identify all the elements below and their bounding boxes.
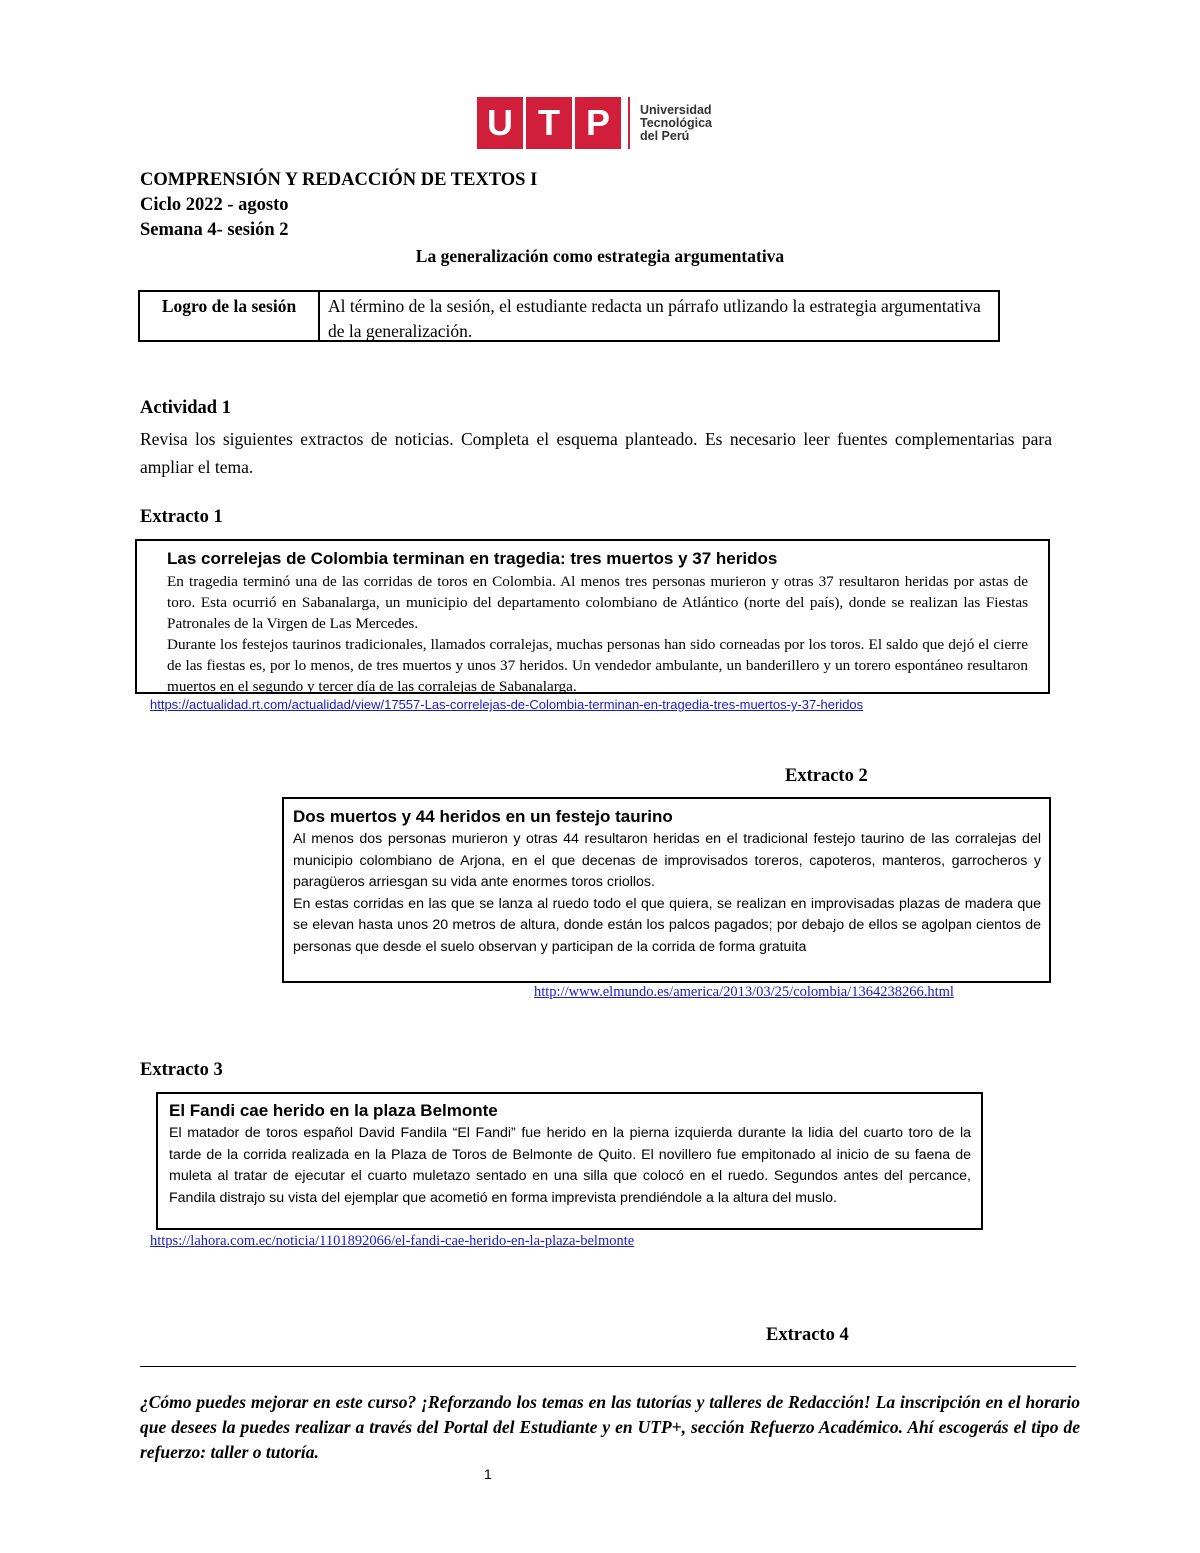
- extract-3-title: El Fandi cae herido en la plaza Belmonte: [169, 1101, 498, 1120]
- logro-label: Logro de la sesión: [140, 292, 320, 340]
- extract-3-label: Extracto 3: [140, 1060, 223, 1080]
- extract-1-box: [135, 539, 1050, 694]
- footer-divider: [140, 1366, 1076, 1367]
- activity-label: Actividad 1: [140, 398, 231, 418]
- logo-text: [640, 104, 712, 143]
- extract-3-paragraph-1: El matador de toros español David Fandila “El Fandi” fue herido en la pierna izquierda durante la lidia del cuarto toro de la tarde de la corrida realizada en la Plaza de Toros de Belmonte de Quito. El novillero fue empitonado al inicio de su faena de muleta al tratar de ejecutar el cuarto muletazo sentado en una silla que colocó en el ruedo. Segundos antes del percance, Fandila distrajo su vista del ejemplar que acometió en forma imprevista prendiéndole a la altura del muslo.: [169, 1125, 971, 1206]
- extract-2-label: Extracto 2: [785, 766, 868, 786]
- extract-2-link[interactable]: http://www.elmundo.es/america/2013/03/25/colombia/1364238266.html: [534, 984, 954, 1000]
- extract-1-link[interactable]: https://actualidad.rt.com/actualidad/view/17557-Las-correlejas-de-Colombia-terminan-en-tragedia-tres-muertos-y-37-heridos: [150, 697, 864, 712]
- extract-2-paragraph-1: Al menos dos personas murieron y otras 44 resultaron heridas en el tradicional festejo taurino de las corralejas del municipio colombiano de Arjona, en el que decenas de improvisados toreros, capoteros, manteros, garrocheros y paragüeros arriesgan su vida ante enormes toros criollos.: [293, 831, 1041, 890]
- logo-letter-t: T: [526, 97, 572, 149]
- extract-1-paragraph-2: Durante los festejos taurinos tradicionales, llamados corralejas, muchas personas han sido corneadas por los toros. El saldo que dejó el cierre de las fiestas es, por lo menos, de tres muertos y unos 37 heridos. Un vendedor ambulante, un banderillero y un torero espontáneo resultaron muertos en el segundo y tercer día de las corralejas de Sabanalarga.: [167, 636, 1028, 695]
- extract-1-label: Extracto 1: [140, 507, 223, 527]
- extract-3-link[interactable]: https://lahora.com.ec/noticia/1101892066/el-fandi-cae-herido-en-la-plaza-belmonte: [150, 1233, 635, 1249]
- extract-2-paragraph-2: En estas corridas en las que se lanza al ruedo todo el que quiera, se realizan en improvisadas plazas de madera que se elevan hasta unos 20 metros de altura, donde están los palcos pagados; por debajo de ellos se agolpan cientos de personas que desde el suelo observan y participan de la corrida de forma gratuita: [293, 895, 1041, 955]
- logro-text: Al término de la sesión, el estudiante redacta un párrafo utlizando la estrategia argumentativa de la generalización.: [328, 296, 981, 341]
- logo-text-line-2: Tecnológica: [640, 115, 713, 130]
- logo-letter-p: P: [575, 97, 621, 149]
- extract-1-title: Las correlejas de Colombia terminan en tragedia: tres muertos y 37 heridos: [167, 549, 778, 568]
- course-title: COMPRENSIÓN Y REDACCIÓN DE TEXTOS I: [140, 170, 538, 190]
- extract-1-paragraph-1: En tragedia terminó una de las corridas de toros en Colombia. Al menos tres personas murieron y otras 37 resultaron heridas por astas de toro. Esta ocurrió en Sabanalarga, un municipio del departamento colombiano de Atlántico (norte del país), donde se realizan las Fiestas Patronales de la Virgen de Las Mercedes.: [167, 573, 1028, 632]
- extract-3-box: [156, 1092, 983, 1230]
- logo-text-line-3: del Perú: [640, 128, 690, 143]
- extract-2-box: [282, 797, 1051, 983]
- session-title: La generalización como estrategia argumentativa: [415, 246, 785, 266]
- week-label: Semana 4- sesión 2: [140, 220, 289, 240]
- cycle-label: Ciclo 2022 - agosto: [140, 195, 289, 215]
- extract-2-title: Dos muertos y 44 heridos en un festejo taurino: [293, 807, 673, 826]
- utp-logo: [477, 96, 712, 150]
- footer-note: ¿Cómo puedes mejorar en este curso? ¡Reforzando los temas en las tutorías y talleres de Redacción! La inscripción en el horario que desees la puedes realizar a través del Portal del Estudiante y en UTP+, sección Refuerzo Académico. Ahí escogerás el tipo de refuerzo: taller o tutoría.: [140, 1392, 1080, 1462]
- logro-table: [138, 290, 1000, 342]
- logo-text-line-1: Universidad: [640, 102, 712, 117]
- logo-letter-u: U: [477, 97, 523, 149]
- extract-4-label: Extracto 4: [766, 1325, 849, 1345]
- activity-instructions: Revisa los siguientes extractos de noticias. Completa el esquema planteado. Es necesario leer fuentes complementarias para ampliar el tema.: [140, 429, 1052, 477]
- page-number: 1: [484, 1466, 492, 1482]
- logo-separator: [628, 97, 630, 149]
